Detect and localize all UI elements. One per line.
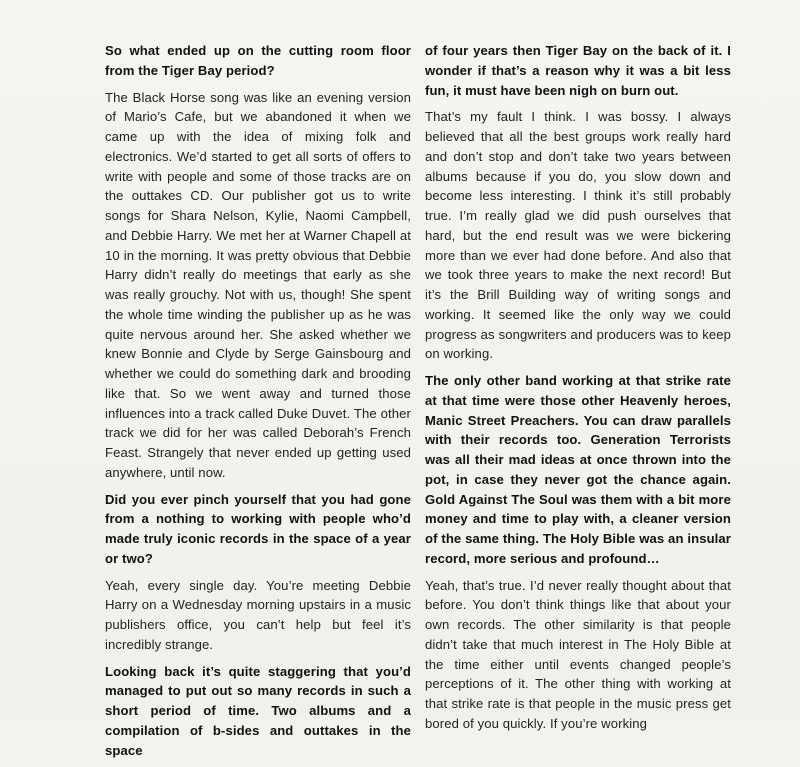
answer-paragraph: The Black Horse song was like an evening version of Mario’s Cafe, but we abandoned it when we came up with the idea of mixing folk and electronics. We’d started to get all sorts of offers to write with people and some of those tracks are on the outtakes CD. Our publisher got us to write songs for Shara Nelson, Kylie, Naomi Campbell, and Debbie Harry. We met her at Warner Chapell at 10 in the morning. It was pretty obvious that Debbie Harry didn’t really do meetings that early as she was really grouchy. Not with us, though! She spent the whole time winding the publisher up as he was quite nervous around her. She asked whether we knew Bonnie and Clyde by Serge Gainsbourg and whether we could do something dark and brooding like that. So we went away and turned those influences into a track called Duke Duvet. The other track we did for her was called Deborah’s French Feast. Strangely that never ended up getting used anywhere, until now.: [105, 89, 411, 480]
question-paragraph: The only other band working at that strike rate at that time were those other Heavenly heroes, Manic Street Preachers. You can draw parallels with their records too. Generation Terrorists was all their mad ideas at once thrown into the pot, in case they never got the chance again. Gold Against The Soul was them with a bit more money and time to play with, a cleaner version of the same thing. The Holy Bible was an insular record, more serious and profound…: [425, 373, 731, 566]
right-column: [425, 41, 731, 741]
question-paragraph: Did you ever pinch yourself that you had gone from a nothing to working with people who’d made truly iconic records in the space of a year or two?: [105, 491, 411, 566]
answer-paragraph: That’s my fault I think. I was bossy. I always believed that all the best groups work really hard and don’t stop and don’t take two years between albums because if you do, you slow down and become less interesting. I think it’s still probably true. I’m really glad we did push ourselves that hard, but the end result was we were bickering more than we ever had done before. And also that we took three years to make the next record! But it’s the Brill Building way of writing songs and working. It seemed like the only way we could progress as songwriters and producers was to keep on working.: [425, 109, 731, 362]
question-paragraph: of four years then Tiger Bay on the back of it. I wonder if that’s a reason why it was a bit less fun, it must have been nigh on burn out.: [425, 43, 731, 98]
left-column: [105, 41, 411, 767]
answer-paragraph: Yeah, that’s true. I’d never really thought about that before. You don’t think things like that about your own records. The other similarity is that people didn’t take that much interest in The Holy Bible at the time either until events changed people’s perceptions of it. The other thing with working at that strike rate is that people in the music press get bored of you quickly. If you’re working: [425, 577, 731, 731]
question-paragraph: So what ended up on the cutting room floor from the Tiger Bay period?: [105, 43, 411, 78]
question-paragraph: Looking back it’s quite staggering that you’d managed to put out so many records in such a short period of time. Two albums and a compilation of b-sides and outtakes in the space: [105, 663, 411, 758]
answer-paragraph: Yeah, every single day. You’re meeting Debbie Harry on a Wednesday morning upstairs in a music publishers office, you can’t help but feel it’s incredibly strange.: [105, 577, 411, 652]
